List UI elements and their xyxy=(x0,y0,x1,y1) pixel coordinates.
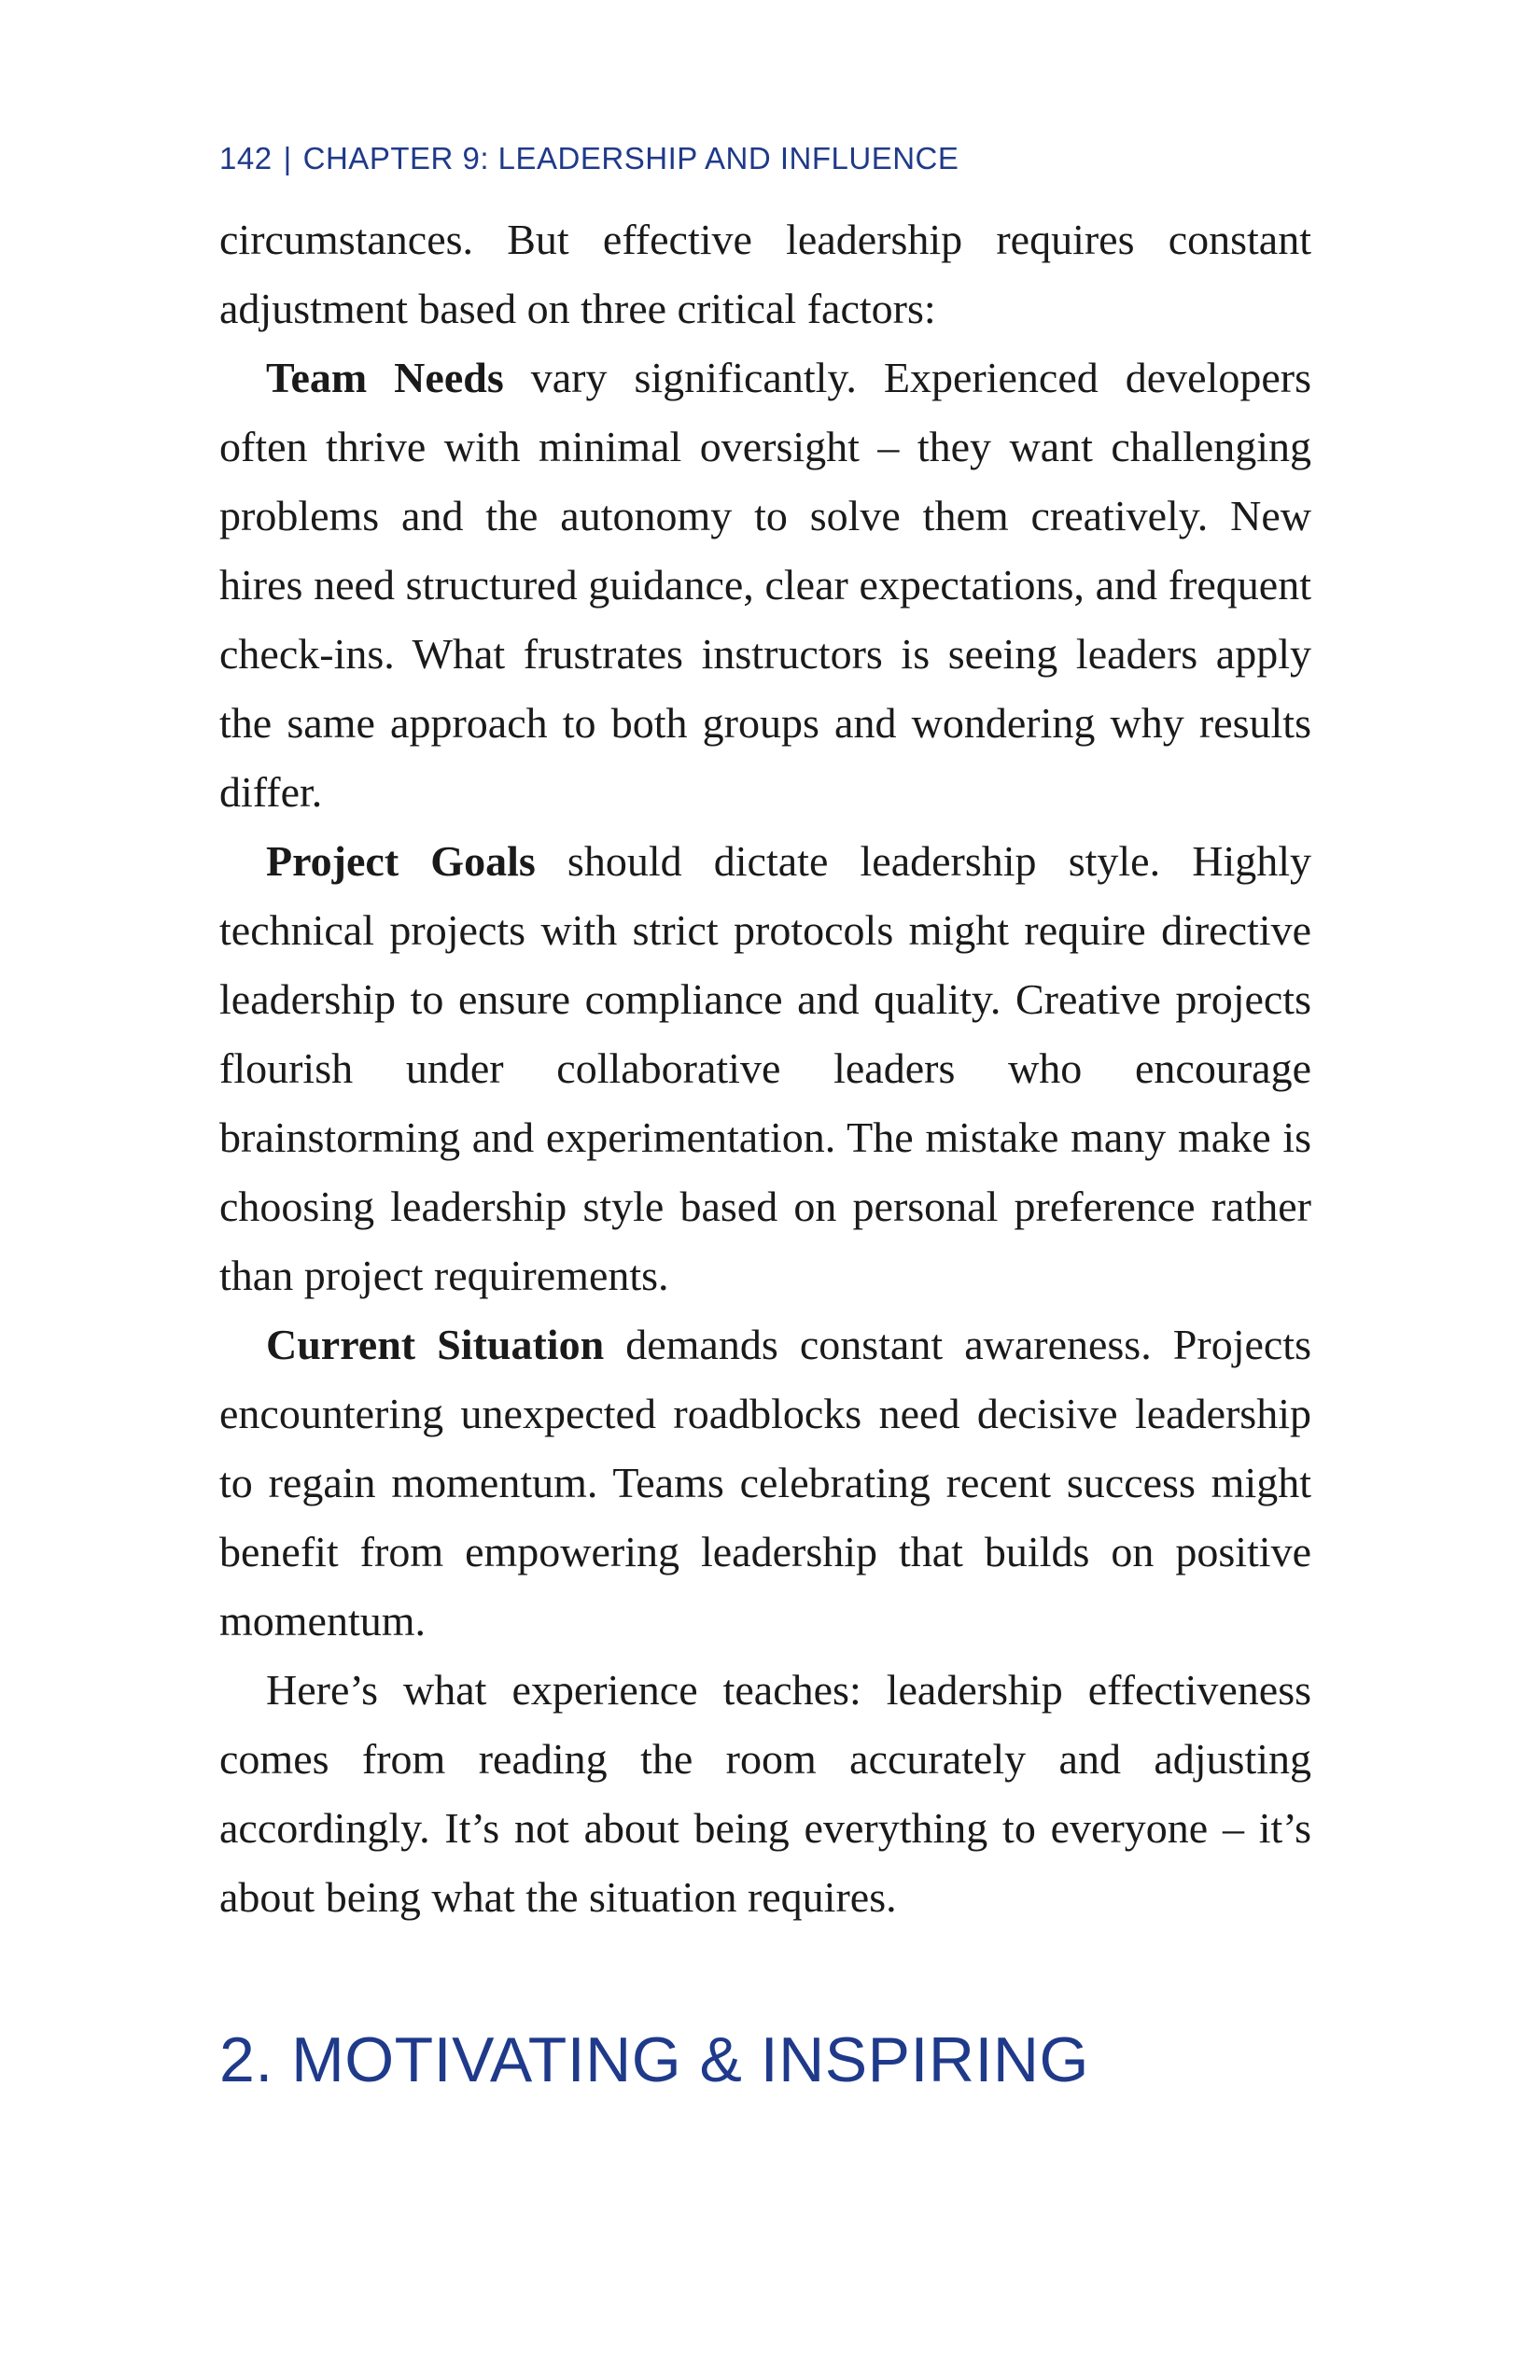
paragraph-closing: Here’s what experience teaches: leadership effectiveness comes from reading the room accurately and adjusting accordingly. It’s not about being everything to everyone – it’s about being what the situation requires. xyxy=(219,1665,1311,1921)
term-team-needs: Team Needs xyxy=(266,353,504,401)
header-separator: | xyxy=(283,141,292,175)
paragraph-team-needs xyxy=(219,343,1311,827)
term-current-situation: Current Situation xyxy=(266,1320,605,1368)
book-page xyxy=(219,140,1311,2094)
text-current-situation: demands constant awareness. Projects encountering unexpected roadblocks need decisive leadership to regain momentum. Teams celebrating recent success might benefit from empowering leadership that builds on positive momentum. xyxy=(219,1320,1311,1645)
term-project-goals: Project Goals xyxy=(266,836,536,885)
text-team-needs: vary significantly. Experienced developers often thrive with minimal oversight – they want challenging problems and the autonomy to solve them creatively. New hires need structured guidance, clear expectations, and frequent check-ins. What frustrates instructors is seeing leaders apply the same approach to both groups and wondering why results differ. xyxy=(219,353,1312,816)
page-number: 142 xyxy=(219,141,273,175)
paragraph-current-situation xyxy=(219,1310,1311,1656)
chapter-title: CHAPTER 9: LEADERSHIP AND INFLUENCE xyxy=(302,141,959,175)
paragraph-intro: circumstances. But effective leadership requires constant adjustment based on three critical factors: xyxy=(219,215,1311,332)
running-header xyxy=(219,140,1311,177)
section-heading: 2. MOTIVATING & INSPIRING xyxy=(219,2023,1089,2095)
paragraph-project-goals xyxy=(219,827,1311,1310)
text-project-goals: should dictate leadership style. Highly technical projects with strict protocols might require directive leadership to ensure compliance and quality. Creative projects flourish under collaborative leaders who encourage brainstorming and experimentation. The mistake many make is choosing leadership style based on personal preference rather than project requirements. xyxy=(219,836,1312,1299)
